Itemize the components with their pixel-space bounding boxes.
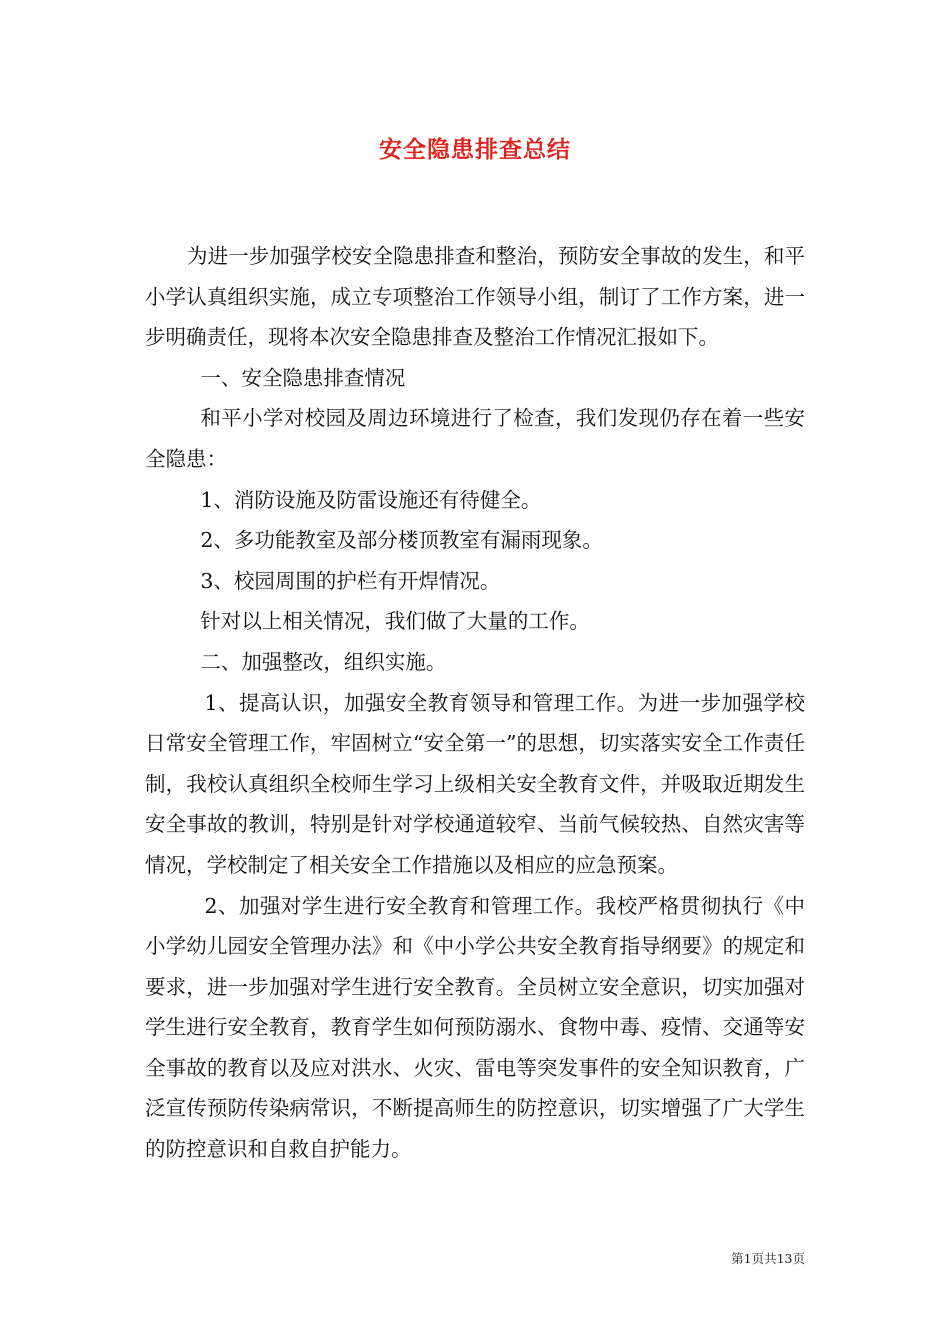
intro-paragraph: 为进一步加强学校安全隐患排查和整治，预防安全事故的发生，和平小学认真组织实施，成立专项整治工作领导小组，制订了工作方案，进一步明确责任，现将本次安全隐患排查及整治工作情况汇报如下。 — [145, 244, 805, 350]
page-number: 第1页共13页 — [731, 1251, 805, 1266]
document-title: 安全隐患排查总结 — [379, 137, 571, 163]
document-body — [145, 236, 805, 1170]
section-heading-2: 二、加强整改，组织实施。 — [200, 649, 447, 674]
section-1-paragraph: 和平小学对校园及周边环境进行了检查，我们发现仍存在着一些安全隐患： — [145, 406, 805, 471]
summary-paragraph: 针对以上相关情况，我们做了大量的工作。 — [200, 609, 590, 634]
list-item-2: 2、多功能教室及部分楼顶教室有漏雨现象。 — [200, 528, 603, 553]
section-heading-1: 一、安全隐患排查情况 — [200, 365, 406, 390]
measure-paragraph-2: 2、加强对学生进行安全教育和管理工作。我校严格贯彻执行《中小学幼儿园安全管理办法》和《中小学公共安全教育指导纲要》的规定和要求，进一步加强对学生进行安全教育。全员树立安全意识，切实加强对学生进行安全教育，教育学生如何预防溺水、食物中毒、疫情、交通等安全事故的教育以及应对洪水、火灾、雷电等突发事件的安全知识教育，广泛宣传预防传染病常识，不断提高师生的防控意识，切实增强了广大学生的防控意识和自救自护能力。 — [145, 893, 805, 1162]
list-item-3: 3、校园周围的护栏有开焊情况。 — [200, 568, 501, 593]
measure-paragraph-1: 1、提高认识，加强安全教育领导和管理工作。为进一步加强学校日常安全管理工作，牢固树立“安全第一”的思想，切实落实安全工作责任制，我校认真组织全校师生学习上级相关安全教育文件，并吸取近期发生安全事故的教训，特别是针对学校通道较窄、当前气候较热、自然灾害等情况，学校制定了相关安全工作措施以及相应的应急预案。 — [145, 690, 805, 877]
list-item-1: 1、消防设施及防雷设施还有待健全。 — [200, 487, 542, 512]
